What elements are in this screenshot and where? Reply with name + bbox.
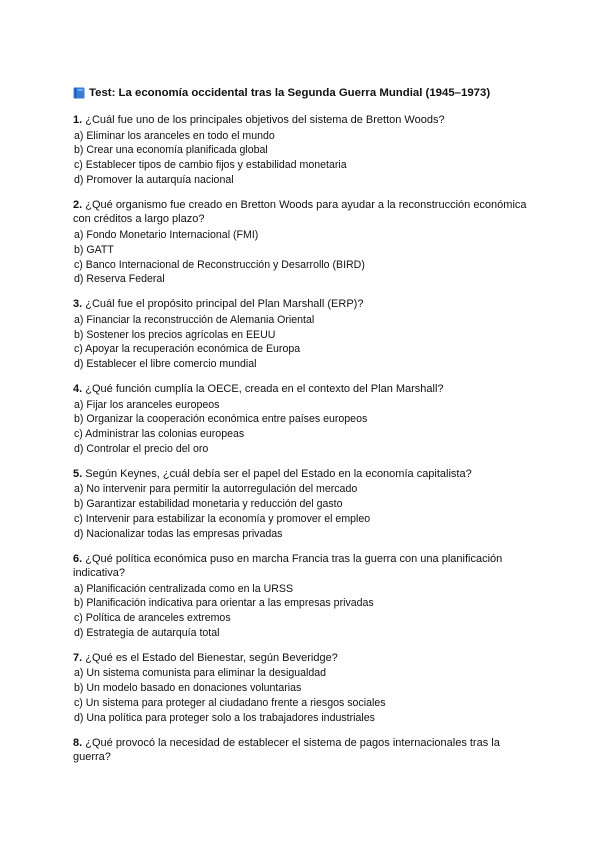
blue-book-icon [73,87,85,99]
answer-option: b) Un modelo basado en donaciones voluntarias [74,682,302,695]
answer-option: c) Apoyar la recuperación económica de Europa [74,343,301,356]
answer-option: b) Organizar la cooperación económica entre países europeos [74,413,368,426]
question-number: 8. [73,736,83,749]
question-prompt: ¿Cuál fue uno de los principales objetivos del sistema de Bretton Woods? [85,114,445,126]
question-text [73,198,540,227]
answer-option: a) Planificación centralizada como en la URSS [74,582,294,595]
question-3 [73,297,540,372]
answer-option: c) Administrar las colonias europeas [74,428,245,441]
answer-option: d) Establecer el libre comercio mundial [74,358,257,371]
question-prompt: ¿Cuál fue el propósito principal del Plan Marshall (ERP)? [85,298,364,311]
question-number: 2. [73,198,83,211]
question-number: 3. [73,298,83,311]
question-prompt: ¿Qué provocó la necesidad de establecer el sistema de pagos internacionales tras la guerra? [73,736,500,764]
answer-option: b) Sostener los precios agrícolas en EEUU [74,328,276,341]
question-prompt: Según Keynes, ¿cuál debía ser el papel del Estado en la economía capitalista? [85,467,472,480]
test-title-text: Test: La economía occidental tras la Segunda Guerra Mundial (1945–1973) [89,87,491,99]
answer-option: d) Estrategia de autarquía total [74,627,220,640]
answer-option: a) Fondo Monetario Internacional (FMI) [74,228,259,241]
answer-option: c) Establecer tipos de cambio fijos y estabilidad monetaria [74,159,347,172]
answer-option: a) Eliminar los aranceles en todo el mundo [74,129,275,142]
question-text [73,651,540,666]
answer-option: a) Financiar la reconstrucción de Alemania Oriental [74,313,315,326]
answer-option: c) Política de aranceles extremos [74,612,231,625]
question-text [73,382,540,397]
answer-option: b) GATT [74,243,114,256]
question-4 [73,382,540,457]
answer-option: d) Controlar el precio del oro [74,442,209,455]
answer-option: d) Reserva Federal [74,273,165,286]
question-text [73,467,540,482]
answer-option: b) Crear una economía planificada global [74,144,268,157]
question-8 [73,736,540,765]
answer-option: d) Promover la autarquía nacional [74,173,234,186]
question-number: 6. [73,552,83,565]
question-prompt: ¿Qué política económica puso en marcha Francia tras la guerra con una planificación indicativa? [73,552,503,580]
question-number: 1. [73,114,83,126]
answer-option: d) Una política para proteger solo a los trabajadores industriales [74,711,375,724]
test-title [73,86,540,100]
question-number: 5. [73,467,83,480]
answer-option: a) Fijar los aranceles europeos [74,398,220,411]
question-text [73,297,540,312]
question-7 [73,651,540,726]
question-prompt: ¿Qué función cumplía la OECE, creada en el contexto del Plan Marshall? [85,382,444,395]
answer-option: a) Un sistema comunista para eliminar la desigualdad [74,667,327,680]
answer-option: c) Intervenir para estabilizar la economía y promover el empleo [74,512,371,525]
question-1 [73,113,540,188]
question-6 [73,552,540,641]
question-number: 7. [73,651,83,664]
question-5 [73,467,540,542]
questions-list [73,113,540,765]
question-text [73,736,540,765]
question-prompt: ¿Qué organismo fue creado en Bretton Woods para ayudar a la reconstrucción económica con créditos a largo plazo? [73,198,527,226]
answer-option: c) Un sistema para proteger al ciudadano frente a riesgos sociales [74,697,386,710]
question-text [73,552,540,581]
answer-option: b) Garantizar estabilidad monetaria y reducción del gasto [74,498,343,511]
answer-option: d) Nacionalizar todas las empresas privadas [74,527,283,540]
question-2 [73,198,540,287]
question-text [73,113,540,128]
question-number: 4. [73,382,83,395]
question-prompt: ¿Qué es el Estado del Bienestar, según Beveridge? [85,651,338,664]
answer-option: c) Banco Internacional de Reconstrucción y Desarrollo (BIRD) [74,258,365,271]
answer-option: a) No intervenir para permitir la autorregulación del mercado [74,483,358,496]
answer-option: b) Planificación indicativa para orientar a las empresas privadas [74,597,374,610]
